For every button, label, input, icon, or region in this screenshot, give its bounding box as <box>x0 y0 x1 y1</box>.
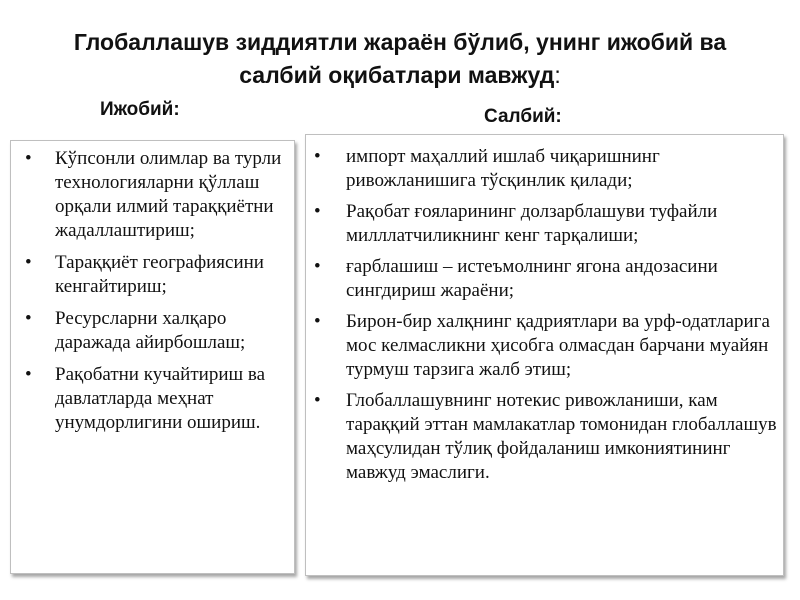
list-item <box>25 363 287 435</box>
negative-list <box>314 145 778 492</box>
list-item-text: импорт маҳаллий ишлаб чиқаришнинг ривожланишига тўсқинлик қилади; <box>346 146 660 191</box>
positive-heading: Ижобий: <box>100 99 180 120</box>
list-item <box>314 310 778 382</box>
bullet-icon: • <box>314 201 321 222</box>
list-item <box>314 389 778 485</box>
list-item-text: Ресурсларни халқаро даражада айирбошлаш; <box>55 308 246 353</box>
positive-panel <box>10 140 295 574</box>
list-item-text: Глобаллашувнинг нотекис ривожланиши, кам тараққий эттан мамлакатлар томонидан глобаллашув маҳсулидан тўлиқ фойдаланиш имкониятининг мавжуд эмаслиги. <box>346 390 777 483</box>
bullet-icon: • <box>314 390 321 411</box>
bullet-icon: • <box>314 311 321 332</box>
list-item-text: Рақобатни кучайтириш ва давлатларда меҳнат унумдорлигини ошириш. <box>55 364 266 433</box>
title-colon: : <box>554 62 561 88</box>
list-item-text: Кўпсонли олимлар ва турли технологияларни қўллаш орқали илмий тараққиётни жадаллаштириш; <box>55 148 282 241</box>
title-text: Глобаллашув зиддиятли жараён бўлиб, унинг ижобий ва салбий оқибатлари мавжуд <box>73 29 727 88</box>
list-item <box>314 200 778 248</box>
negative-panel <box>305 134 784 576</box>
list-item-text: Рақобат ғояларининг долзарблашуви туфайли милллатчиликнинг кенг тарқалиши; <box>346 201 718 246</box>
page-title <box>40 26 760 92</box>
negative-heading: Салбий: <box>484 106 562 127</box>
list-item <box>314 145 778 193</box>
list-item <box>25 307 287 355</box>
bullet-icon: • <box>314 256 321 277</box>
bullet-icon: • <box>25 308 32 329</box>
list-item <box>314 255 778 303</box>
list-item-text: Бирон-бир халқнинг қадриятлари ва урф-одатларига мос келмасликни ҳисобга олмасдан барчани муайян турмуш тарзига жалб этиш; <box>346 311 770 380</box>
list-item <box>25 251 287 299</box>
positive-list <box>25 147 287 443</box>
list-item <box>25 147 287 243</box>
list-item-text: Тараққиёт географиясини кенгайтириш; <box>55 252 264 297</box>
bullet-icon: • <box>25 252 32 273</box>
bullet-icon: • <box>25 364 32 385</box>
bullet-icon: • <box>25 148 32 169</box>
list-item-text: ғарблашиш – истеъмолнинг ягона андозасини сингдириш жараёни; <box>346 256 718 301</box>
bullet-icon: • <box>314 146 321 167</box>
